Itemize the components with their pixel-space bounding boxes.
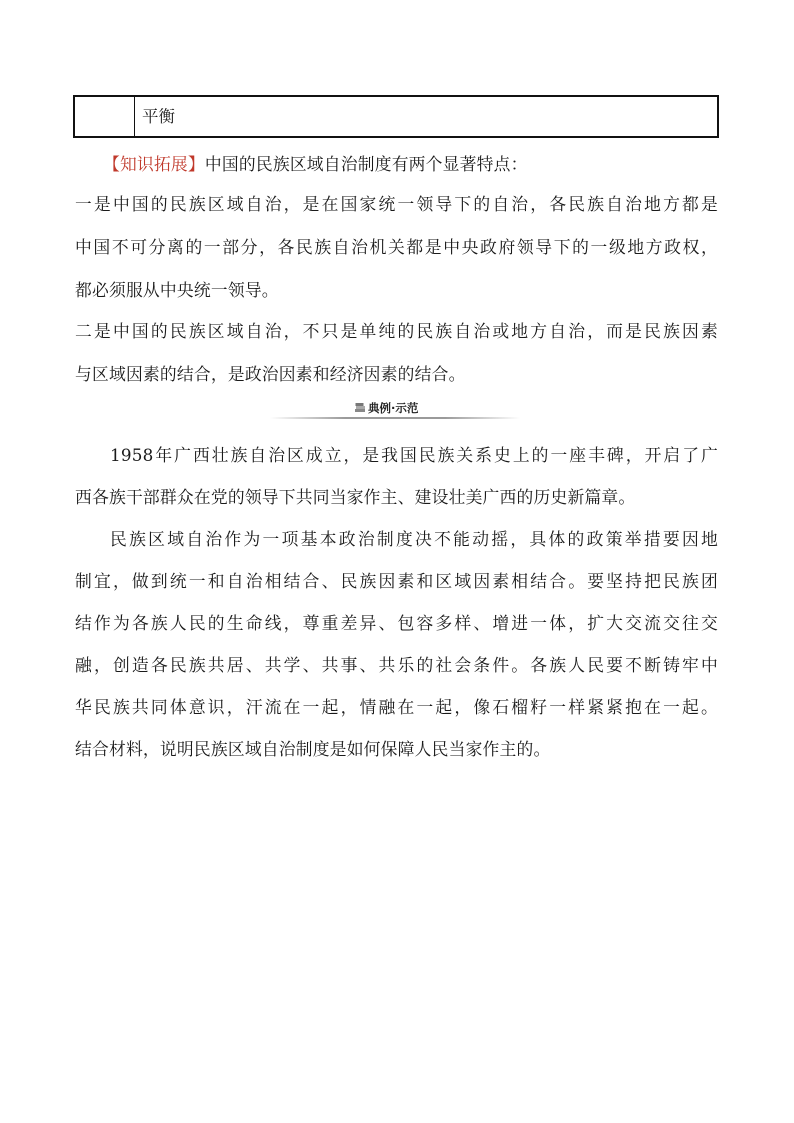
section-label-wrap xyxy=(354,400,418,416)
example-para2-line-3: 结作为各族人民的生命线，尊重差异、包容多样、增进一体，扩大交流交往交 xyxy=(75,613,718,633)
example-para2-line-2: 制宜，做到统一和自治相结合、民族因素和区域因素相结合。要坚持把民族团 xyxy=(75,571,718,591)
example-para2-line-5: 华民族共同体意识，汗流在一起，情融在一起，像石榴籽一样紧紧抱在一起。 xyxy=(75,697,718,717)
example-para1-line-2: 西各族干部群众在党的领导下共同当家作主、建设壮美广西的历史新篇章。 xyxy=(75,487,636,507)
example-para1-line-1: 1958年广西壮族自治区成立，是我国民族关系史上的一座丰碑，开启了广 xyxy=(110,445,718,465)
knowledge-extension-title: 知识拓展 xyxy=(119,154,188,174)
knowledge-extension-intro: 中国的民族区域自治制度有两个显著特点： xyxy=(204,154,528,174)
books-icon xyxy=(354,402,366,416)
table-fragment xyxy=(73,95,719,138)
example-para2-line-4: 融，创造各民族共居、共学、共事、共乐的社会条件。各族人民要不断铸牢中 xyxy=(75,655,718,675)
bracket-open: 【 xyxy=(103,154,120,174)
table-right-cell: 平衡 xyxy=(142,107,175,126)
section-label: 典例·示范 xyxy=(368,401,419,415)
point2-line-1: 二是中国的民族区域自治，不只是单纯的民族自治或地方自治，而是民族因素 xyxy=(75,321,718,341)
example-para2-line-1: 民族区域自治作为一项基本政治制度决不能动摇，具体的政策举措要因地 xyxy=(110,529,718,549)
point1-line-2: 中国不可分离的一部分，各民族自治机关都是中央政府领导下的一级地方政权， xyxy=(75,237,718,257)
point2-line-2: 与区域因素的结合，是政治因素和经济因素的结合。 xyxy=(75,364,466,384)
point1-line-3: 都必须服从中央统一领导。 xyxy=(75,280,279,300)
section-divider xyxy=(270,417,520,419)
knowledge-extension-heading xyxy=(103,151,753,175)
question-text: 结合材料，说明民族区域自治制度是如何保障人民当家作主的。 xyxy=(75,739,551,759)
bracket-close: 】 xyxy=(187,154,205,174)
section-header-example xyxy=(270,398,520,422)
point1-line-1: 一是中国的民族区域自治，是在国家统一领导下的自治，各民族自治地方都是 xyxy=(75,194,718,214)
table-left-cell xyxy=(75,97,135,136)
